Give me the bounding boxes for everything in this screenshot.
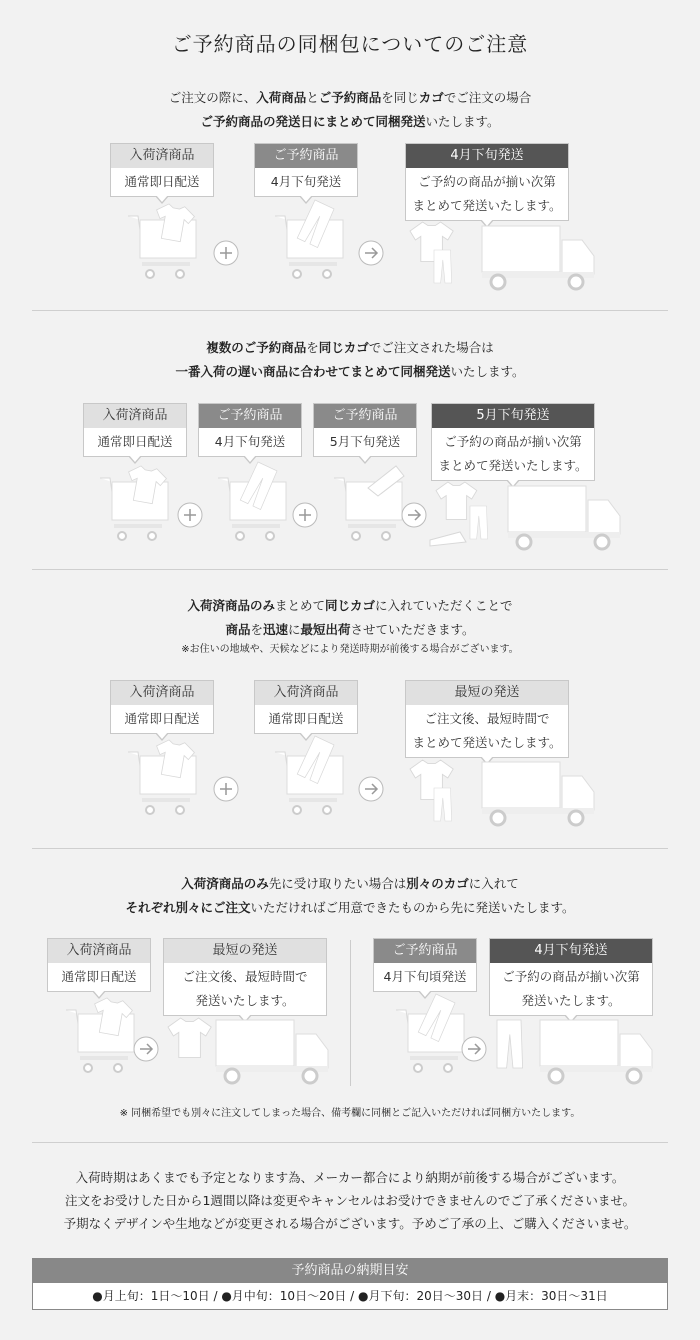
plus-icon [177,502,205,530]
s4-note: ※ 同梱希望でも別々に注文してしまった場合、備考欄に同梱とご記入いただければ同梱方いたします。 [119,1108,581,1119]
s1-box-instock: 入荷済商品 通常即日配送 [110,143,214,197]
truck-icon [508,486,624,552]
arrow-right-icon [133,1036,161,1064]
s1-lead: ご注文の際に、入荷商品とご予約商品を同じカゴでご注文の場合 ご予約商品の発送日にまとめて同梱発送いたします。 [168,90,532,129]
divider [32,848,668,849]
s4-box-reserve: ご予約商品 4月下旬頃発送 [373,938,477,992]
s4-box-instock: 入荷済商品 通常即日配送 [47,938,151,992]
s3-cart1-icon [128,742,208,822]
divider [32,569,668,570]
truck-icon [482,762,598,828]
schedule-body: ●月上旬：1日〜10日 / ●月中旬：10日〜20日 / ●月下旬：20日〜30日 / ●月末：30日〜31日 [33,1283,667,1309]
shirt-icon [430,482,504,552]
s1-cart1-icon [128,206,208,286]
s3-box-fastest: 最短の発送 ご注文後、最短時間で まとめて発送いたします。 [405,680,569,758]
arrow-right-icon [461,1036,489,1064]
s1-cart2-icon [275,206,355,286]
s1-box-reserve: ご予約商品 4月下旬発送 [254,143,358,197]
truck-icon [216,1020,332,1086]
pants-icon [497,1020,531,1070]
plus-icon [292,502,320,530]
divider-vertical [350,940,351,1086]
s3-cart2-icon [275,742,355,822]
s2-box-instock: 入荷済商品 通常即日配送 [83,403,187,457]
divider [32,1142,668,1143]
shirt-icon [410,222,470,292]
s2-cart2-icon [218,468,298,548]
s3-box-instock2: 入荷済商品 通常即日配送 [254,680,358,734]
s2-cart1-icon [100,468,180,548]
s4-lead: 入荷済商品のみ先に受け取りたい場合は別々のカゴに入れて それぞれ別々にご注文いただければご用意できたものから先に発送いたします。 [125,876,575,915]
divider [32,310,668,311]
page-title: ご予約商品の同梱包についてのご注意 [171,32,529,56]
s3-box-instock1: 入荷済商品 通常即日配送 [110,680,214,734]
arrow-right-icon [358,776,386,804]
s3-note: ※お住いの地域や、天候などにより発送時期が前後する場合がございます。 [181,644,519,655]
plus-icon [213,240,241,268]
truck-icon [540,1020,656,1086]
s4-box-ship: 4月下旬発送 ご予約の商品が揃い次第 発送いたします。 [489,938,653,1016]
s4-box-fastest: 最短の発送 ご注文後、最短時間で 発送いたします。 [163,938,327,1016]
s2-lead: 複数のご予約商品を同じカゴでご注文された場合は 一番入荷の遅い商品に合わせてまとめて同梱発送いたします。 [175,340,525,379]
arrow-right-icon [401,502,429,530]
arrow-right-icon [358,240,386,268]
truck-icon [482,226,598,292]
s1-box-ship: 4月下旬発送 ご予約の商品が揃い次第 まとめて発送いたします。 [405,143,569,221]
s3-lead: 入荷済商品のみまとめて同じカゴに入れていただくことで 商品を迅速に最短出荷させていただきます。 [187,598,513,637]
shirt-icon [410,760,470,830]
schedule-header: 予約商品の納期目安 [33,1259,667,1283]
s2-box-reserve2: ご予約商品 5月下旬発送 [313,403,417,457]
shirt-icon [168,1018,218,1068]
s2-box-reserve1: ご予約商品 4月下旬発送 [198,403,302,457]
bottom-notes: 入荷時期はあくまでも予定となります為、メーカー都合により納期が前後する場合がございます。 注文をお受けした日から1週間以降は変更やキャンセルはお受けできませんのでご了承くださいませ。 予期なくデザインや生地などが変更される場合がございます。予めご了承の上、ご購入くださいませ。 [63,1170,637,1231]
s2-box-ship: 5月下旬発送 ご予約の商品が揃い次第 まとめて発送いたします。 [431,403,595,481]
delivery-schedule [32,1258,668,1310]
plus-icon [213,776,241,804]
